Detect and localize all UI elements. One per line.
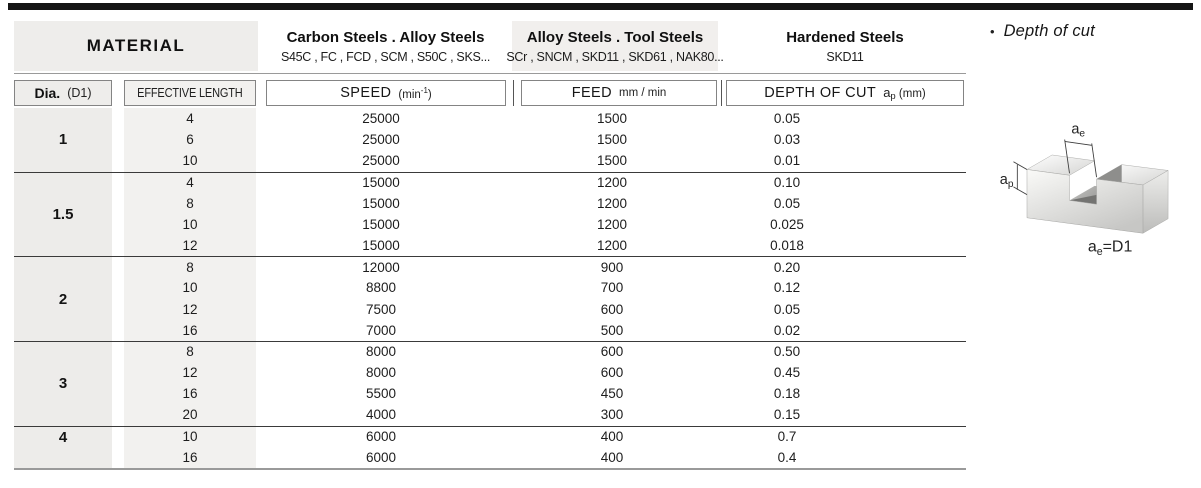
- depth-of-cut-diagram: [998, 107, 1170, 259]
- dia-column-header: [14, 80, 112, 106]
- feed-label: FEED: [571, 85, 612, 101]
- speed-cell: 5500: [365, 386, 397, 402]
- speed-cell: 6000: [256, 426, 506, 447]
- feed-cell: 600: [506, 341, 718, 362]
- dia-cell: 4: [14, 426, 112, 468]
- length-cell: 8: [112, 341, 256, 362]
- ap-dimension: [1013, 162, 1027, 195]
- depth-cell: 0.05: [773, 195, 801, 211]
- speed-unit: $(\min^{-1})$: [398, 85, 432, 101]
- feed-cell: 400: [506, 426, 718, 447]
- speed-cell: 4000: [365, 407, 397, 423]
- spacer: [112, 80, 124, 106]
- length-cell: 10: [112, 150, 256, 171]
- speed-cell: 15000: [256, 172, 506, 193]
- material-col-alloy-tool-steels: [506, 21, 724, 71]
- column-divider: [513, 80, 514, 106]
- feed-cell: 1200: [596, 195, 628, 211]
- depth-cell: 0.20: [718, 256, 966, 277]
- feed-cell: 400: [600, 449, 624, 465]
- length-cell: 16: [112, 320, 256, 341]
- depth-of-cut-column-header: [726, 80, 964, 106]
- length-cell: 8: [112, 256, 256, 277]
- depth-cell: 0.50: [718, 341, 966, 362]
- feed-cell: 300: [600, 407, 624, 423]
- depth-cell: 0.05: [773, 301, 801, 317]
- speed-cell: 8000: [365, 365, 397, 381]
- depth-cell: 0.02: [773, 322, 801, 338]
- material-label: MATERIAL: [86, 36, 186, 55]
- speed-label: SPEED: [340, 85, 392, 101]
- speed-column-header: [266, 80, 506, 106]
- feed-cell: 1200: [596, 216, 628, 232]
- length-cell: 12: [112, 299, 256, 320]
- length-cell: 16: [112, 383, 256, 404]
- speed-cell: 15000: [362, 238, 400, 254]
- column-header-row: [14, 80, 966, 106]
- speed-cell: 7500: [365, 301, 397, 317]
- top-rule: [8, 3, 1193, 10]
- depth-cell: 0.025: [770, 216, 804, 232]
- speed-cell: 15000: [362, 195, 400, 211]
- depth-unit: ap (mm): [883, 84, 926, 102]
- dia-cell: 2: [14, 256, 112, 341]
- feed-cell: 600: [600, 301, 624, 317]
- material-title: Carbon Steels . Alloy Steels: [286, 29, 485, 46]
- length-cell: 10: [112, 277, 256, 298]
- dia-cell: 1.5: [14, 172, 112, 257]
- speed-cell: 25000: [362, 153, 400, 169]
- cutting-conditions-table: [14, 21, 966, 470]
- column-divider: [721, 80, 722, 106]
- length-cell: 16: [112, 447, 256, 468]
- speed-cell: 12000: [256, 256, 506, 277]
- material-col-hardened-steels: [724, 21, 966, 71]
- depth-cell: 0.12: [773, 280, 801, 296]
- dia-cell: 3: [14, 341, 112, 426]
- feed-cell: 900: [506, 256, 718, 277]
- length-cell: 4: [112, 108, 256, 129]
- speed-cell: 15000: [362, 216, 400, 232]
- feed-cell: 1500: [596, 153, 628, 169]
- material-grades: SKD11: [826, 50, 864, 64]
- ae-equals-d1-caption: $a_e=D1$: [1087, 238, 1133, 258]
- depth-of-cut-label: DEPTH OF CUT: [764, 85, 877, 101]
- depth-cell: 0.018: [770, 238, 804, 254]
- depth-cell: 0.7: [718, 426, 966, 447]
- length-cell: 12: [112, 235, 256, 256]
- feed-cell: 1500: [596, 111, 628, 127]
- depth-cell: 0.01: [773, 153, 801, 169]
- effective-length-column-header: [124, 80, 256, 106]
- spacer: [256, 80, 266, 106]
- feed-cell: 1500: [596, 132, 628, 148]
- workpiece-block: [1027, 155, 1168, 233]
- speed-cell: 25000: [362, 111, 400, 127]
- length-cell: 10: [112, 214, 256, 235]
- material-header: [14, 21, 258, 71]
- dia-label: Dia.: [34, 85, 61, 101]
- depth-of-cut-panel: [984, 22, 1198, 264]
- depth-of-cut-note: [984, 22, 1198, 41]
- speed-cell: 25000: [362, 132, 400, 148]
- length-cell: 12: [112, 362, 256, 383]
- feed-unit: mm / min: [619, 87, 667, 99]
- speed-cell: 8800: [365, 280, 397, 296]
- depth-cell: 0.45: [773, 365, 801, 381]
- depth-of-cut-note-text: Depth of cut: [1003, 22, 1095, 40]
- feed-column-header: [521, 80, 717, 106]
- dia-cell: 1: [14, 108, 112, 172]
- material-title: Hardened Steels: [786, 29, 904, 46]
- length-cell: 20: [112, 404, 256, 425]
- depth-cell: 0.4: [777, 449, 797, 465]
- feed-cell: 1200: [506, 172, 718, 193]
- material-grades: S45C , FC , FCD , SCM , S50C , SKS...: [280, 50, 491, 64]
- ae-label: $a_e$: [1071, 121, 1086, 140]
- length-cell: 6: [112, 129, 256, 150]
- feed-cell: 450: [600, 386, 624, 402]
- depth-cell: 0.03: [773, 132, 801, 148]
- feed-cell: 600: [600, 365, 624, 381]
- depth-cell: 0.05: [773, 111, 801, 127]
- material-header-row: [14, 21, 966, 74]
- ap-label: $a_p$: [999, 171, 1014, 190]
- material-title: Alloy Steels . Tool Steels: [526, 29, 704, 46]
- dia-d1-label: (D1): [67, 86, 92, 100]
- bullet-icon: •: [990, 24, 995, 39]
- material-grades: SCr , SNCM , SKD11 , SKD61 , NAK80...: [506, 50, 724, 64]
- depth-cell: 0.10: [718, 172, 966, 193]
- feed-cell: 700: [600, 280, 624, 296]
- length-cell: 4: [112, 172, 256, 193]
- speed-cell: 6000: [365, 449, 397, 465]
- speed-cell: 7000: [365, 322, 397, 338]
- material-col-carbon-steels: [265, 21, 506, 71]
- length-cell: 10: [112, 426, 256, 447]
- speed-cell: 8000: [256, 341, 506, 362]
- length-cell: 8: [112, 193, 256, 214]
- feed-cell: 500: [600, 322, 624, 338]
- data-grid: [14, 108, 966, 470]
- depth-cell: 0.18: [773, 386, 801, 402]
- feed-cell: 1200: [596, 238, 628, 254]
- effective-length-label: EFFECTIVE LENGTH: [137, 86, 243, 100]
- depth-cell: 0.15: [773, 407, 801, 423]
